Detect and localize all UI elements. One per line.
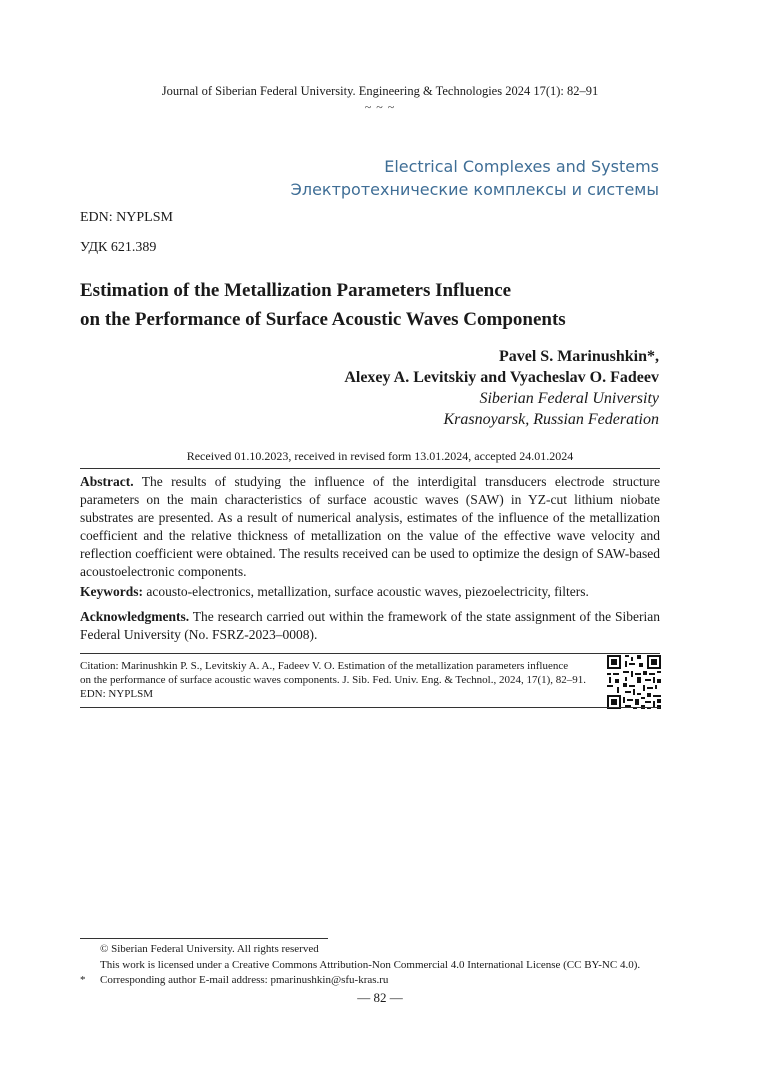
- abstract-top-rule: [80, 468, 660, 469]
- abstract-label: Abstract.: [80, 474, 134, 489]
- authors-line-2: Alexey A. Levitskiy and Vyacheslav O. Fadeev: [344, 369, 659, 386]
- citation-top-rule: [80, 653, 660, 654]
- corresponding-author-note: Corresponding author E-mail address: pmarinushkin@sfu-kras.ru: [100, 974, 389, 986]
- copyright-note: © Siberian Federal University. All rights reserved: [100, 943, 319, 955]
- acknowledgments-label: Acknowledgments.: [80, 609, 190, 624]
- title-line-1: Estimation of the Metallization Parameters Influence: [80, 280, 512, 301]
- location: Krasnoyarsk, Russian Federation: [443, 411, 659, 428]
- title-line-2: on the Performance of Surface Acoustic Waves Components: [80, 309, 566, 330]
- keywords-text: acousto-electronics, metallization, surface acoustic waves, piezoelectricity, filters.: [146, 584, 589, 599]
- abstract-text: The results of studying the influence of the interdigital transducers electrode structure parameters on the main characteristics of surface acoustic waves (SAW) in YZ-cut lithium niobate substrates are presented. As a result of numerical analysis, estimates of the influence of the metallization coefficient and the relative thickness of metallization on the value of the effective wave velocity and reflection coefficient were obtained. The results received can be used to optimize the design of SAW-based acoustoelectronic components.: [80, 474, 660, 579]
- citation-bottom-rule: [80, 707, 660, 708]
- section-title-ru: Электротехнические комплексы и системы: [290, 180, 659, 199]
- footnotes: [80, 942, 670, 989]
- acknowledgments: [80, 608, 660, 644]
- edn-label: EDN: NYPLSM: [80, 210, 173, 225]
- section-title-en: Electrical Complexes and Systems: [384, 157, 659, 176]
- citation: [80, 659, 600, 701]
- abstract: [80, 473, 660, 581]
- authors-block: [344, 346, 659, 430]
- citation-line-1: Citation: Marinushkin P. S., Levitskiy A. A., Fadeev V. O. Estimation of the metallization parameters influence: [80, 660, 569, 672]
- paper-title: [80, 276, 680, 334]
- license-note: This work is licensed under a Creative Commons Attribution-Non Commercial 4.0 International License (CC BY-NC 4.0).: [100, 958, 641, 971]
- keywords-label: Keywords:: [80, 584, 143, 599]
- acknowledgments-text: The research carried out within the framework of the state assignment of the Siberian Federal University (No. FSRZ-2023–0008).: [80, 609, 660, 642]
- page-number: — 82 —: [357, 990, 403, 1005]
- citation-line-3: EDN: NYPLSM: [80, 688, 154, 700]
- citation-line-2: on the performance of surface acoustic waves components. J. Sib. Fed. Univ. Eng. & Technol., 2024, 17(1), 82–91.: [80, 674, 587, 686]
- header-ornament: ~ ~ ~: [364, 100, 396, 114]
- received-dates: Received 01.10.2023, received in revised form 13.01.2024, accepted 24.01.2024: [186, 449, 574, 463]
- journal-header: Journal of Siberian Federal University. Engineering & Technologies 2024 17(1): 82–91: [161, 84, 599, 98]
- qr-code-icon[interactable]: [607, 655, 661, 709]
- affiliation: Siberian Federal University: [479, 390, 659, 407]
- udk-label: УДК 621.389: [80, 240, 157, 255]
- keywords: [80, 583, 660, 601]
- footnote-rule: [80, 938, 328, 939]
- corresponding-mark: *: [80, 974, 86, 986]
- authors-line-1: Pavel S. Marinushkin*,: [498, 348, 659, 365]
